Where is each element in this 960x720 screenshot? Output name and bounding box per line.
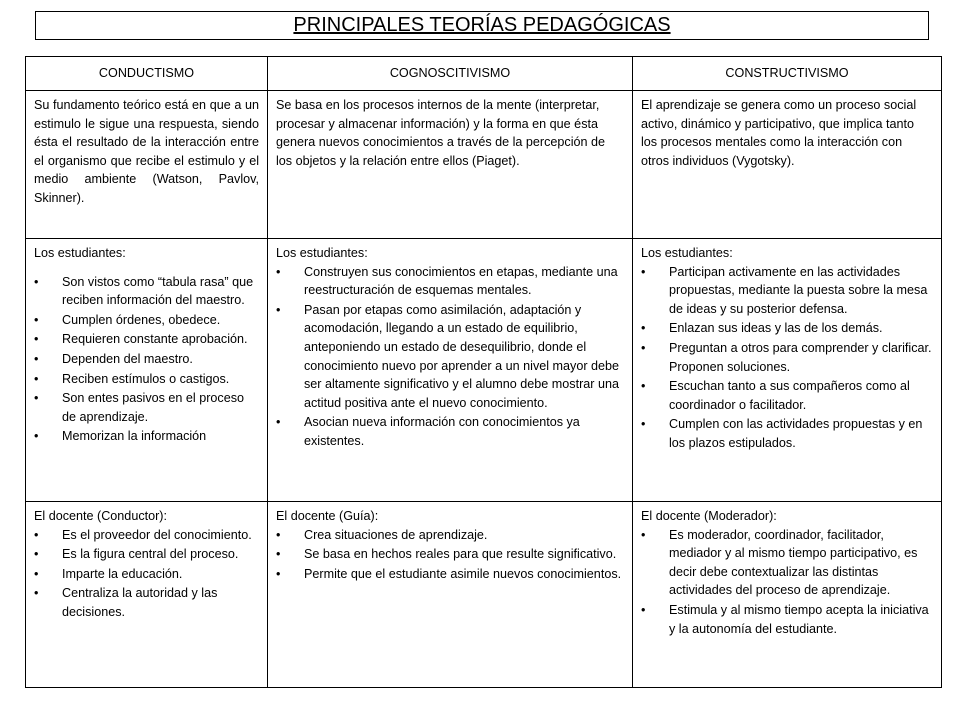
students-row [26,239,942,502]
column-header-constructivismo: CONSTRUCTIVISMO [633,57,942,91]
teacher-cognoscitivismo-list [276,526,624,584]
list-item: • Imparte la educación. [34,565,259,584]
definition-row [26,91,942,239]
students-constructivismo-list [641,263,933,453]
teacher-conductismo-list [34,526,259,622]
list-item: • Es el proveedor del conocimiento. [34,526,259,545]
teacher-row [26,502,942,688]
students-cognoscitivismo-list [276,263,624,451]
definition-cognoscitivismo: Se basa en los procesos internos de la mente (interpretar, procesar y almacenar información) y la forma en que ésta genera nuevos conocimientos a través de la percepción de los objetos y la relación entre ellos (Piaget). [268,91,633,239]
definition-constructivismo: El aprendizaje se genera como un proceso social activo, dinámico y participativo, que implica tanto los procesos mentales como la interacción con otros individuos (Vygotsky). [633,91,942,239]
theories-table [25,56,942,688]
list-item: • Escuchan tanto a sus compañeros como al coordinador o facilitador. [641,377,933,414]
list-item: • Crea situaciones de aprendizaje. [276,526,624,545]
list-item: • Preguntan a otros para comprender y clarificar. Proponen soluciones. [641,339,933,376]
teacher-conductismo [26,502,268,688]
list-item: • Cumplen con las actividades propuestas y en los plazos estipulados. [641,415,933,452]
list-item: • Son entes pasivos en el proceso de aprendizaje. [34,389,259,426]
list-item: • Se basa en hechos reales para que resulte significativo. [276,545,624,564]
list-item: • Asocian nueva información con conocimientos ya existentes. [276,413,624,450]
teacher-heading: El docente (Moderador): [641,509,777,523]
list-item: • Es moderador, coordinador, facilitador, mediador y al mismo tiempo participativo, es decir debe contextualizar las distintas actividades del proceso de aprendizaje. [641,526,933,600]
students-heading: Los estudiantes: [276,246,368,260]
list-item: • Cumplen órdenes, obedece. [34,311,259,330]
teacher-heading: El docente (Guía): [276,509,379,523]
teacher-constructivismo [633,502,942,688]
students-heading: Los estudiantes: [34,246,126,260]
students-cognoscitivismo [268,239,633,502]
list-item: • Centraliza la autoridad y las decisiones. [34,584,259,621]
list-item: • Participan activamente en las actividades propuestas, mediante la puesta sobre la mesa de ideas y su posterior defensa. [641,263,933,319]
header-row [26,57,942,91]
column-header-cognoscitivismo: COGNOSCITIVISMO [268,57,633,91]
title-box [35,11,929,40]
list-item: • Enlazan sus ideas y las de los demás. [641,319,933,338]
list-item: • Dependen del maestro. [34,350,259,369]
list-item: • Memorizan la información [34,427,259,446]
list-item: • Permite que el estudiante asimile nuevos conocimientos. [276,565,624,584]
list-item: • Reciben estímulos o castigos. [34,370,259,389]
column-header-conductismo: CONDUCTISMO [26,57,268,91]
list-item: • Pasan por etapas como asimilación, adaptación y acomodación, llegando a un estado de equilibrio, anteponiendo un estado de desequilibrio, donde el conocimiento nuevo por aprender a un nivel mayor debe ser altamente significativo y el alumno debe mostrar una actitud positiva ante el nuevo conocimiento. [276,301,624,413]
list-item: • Construyen sus conocimientos en etapas, mediante una reestructuración de esquemas mentales. [276,263,624,300]
students-heading: Los estudiantes: [641,246,733,260]
teacher-constructivismo-list [641,526,933,639]
page-title: PRINCIPALES TEORÍAS PEDAGÓGICAS [293,14,671,36]
extra-line: Proponen soluciones. [669,359,791,374]
list-item: • Estimula y al mismo tiempo acepta la iniciativa y la autonomía del estudiante. [641,601,933,638]
list-item: • Requieren constante aprobación. [34,330,259,349]
students-conductismo-list [34,273,259,446]
students-conductismo [26,239,268,502]
list-item: • Son vistos como “tabula rasa” que reciben información del maestro. [34,273,259,310]
list-item: • Es la figura central del proceso. [34,545,259,564]
teacher-heading: El docente (Conductor): [34,509,168,523]
students-constructivismo [633,239,942,502]
definition-conductismo: Su fundamento teórico está en que a un estimulo le sigue una respuesta, siendo ésta el resultado de la interacción entre el organismo que recibe el estimulo y el medio ambiente (Watson, Pavlov, Skinner). [26,91,268,239]
teacher-cognoscitivismo [268,502,633,688]
